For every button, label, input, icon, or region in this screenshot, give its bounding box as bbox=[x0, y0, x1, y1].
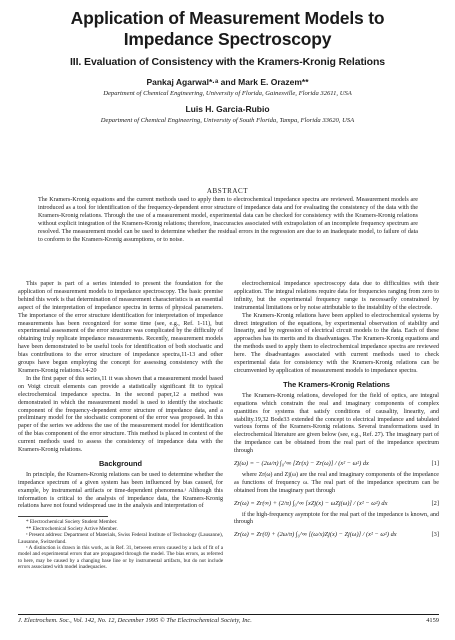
equation-1 bbox=[234, 460, 439, 468]
footnote-4: ᵃ A distinction is drawn in this work, as in Ref. 31, between errors caused by a lack of fit of a model and experimental errors that are propagated through the model. The bias errors, as referred to here, may be caused by a changing base line or by instrumental artifacts, but do not include errors associated with model inadequacies. bbox=[18, 545, 223, 571]
equation-1-body: Zj(ω) = − (2ω/π) ∫₀^∞ [Zr(x) − Zr(ω)] / (x² − ω²) dx bbox=[234, 460, 369, 468]
equation-3-body: Zr(ω) = Zr(0) + (2ω/π) ∫₀^∞ [(ω/x)Zj(x) − Zj(ω)] / (x² − ω²) dx bbox=[234, 531, 397, 539]
right-paragraph-2: The Kramers-Kronig relations have been applied to electrochemical systems by direct integration of the equations, by experimental observation of stability and linearity, and by regression of electrical circuit models to the data. Each of these approaches has its merits and its disadvantages. The Kramers-Kronig equations and the methods used to apply them to electrochemical impedance spectra are reviewed here. The disadvantages associated with current methods used to check experimental data for consistency with the Kramers-Kronig relations can be circumvented by application of measurement models to impedance spectra. bbox=[234, 312, 439, 374]
right-column bbox=[234, 281, 439, 543]
authors-secondary: Luis H. Garcia-Rubio bbox=[185, 104, 270, 114]
equation-2-body: Zr(ω) = Zr(∞) + (2/π) ∫₀^∞ [xZj(x) − ωZj(ω)] / (x² − ω²) dx bbox=[234, 499, 388, 507]
title-line-1: Application of Measurement Models to bbox=[70, 8, 385, 28]
affiliation-primary: Department of Chemical Engineering, University of Florida, Gainesville, Florida 32611, USA bbox=[103, 90, 352, 97]
equation-3 bbox=[234, 531, 439, 539]
footnotes bbox=[18, 519, 223, 570]
right-paragraph-1: electrochemical impedance spectroscopy data due to difficulties with their application. The integral relations require data for frequencies ranging from zero to infinity, but the experimental frequency range is necessarily constrained by instrumental limitations or by noise attributable to the instability of the electrode. bbox=[234, 281, 439, 311]
abstract-text: The Kramers-Kronig equations and the current methods used to apply them to electrochemical impedance spectra are reviewed. Measurement models are introduced as a tool for identification of the frequency-dependent error structure of impedance data and for evaluating the consistency of the data with the Kramers-Kronig relations. Through the use of a measurement model, experimental data can be checked for consistency with the Kramers-Kronig relations without explicit integration of the Kramers-Kronig relations; therefore, inaccuracies associated with extrapolation of an incomplete frequency spectrum are resolved. The measurement model can be used to determine whether the residual errors in the regression are due to an inadequate model, to failure of data to conform to the Kramers-Kronig assumptions, or to noise. bbox=[38, 197, 418, 243]
left-paragraph-2: In the first paper of this series,11 it was shown that a measurement model based on Voigt circuit elements can provide a statistically significant fit to typical electrochemical impedance spectra. In the second paper,12 a method was demonstrated in which the measurement model is used to identify the stochastic component of the frequency-dependent error structure of impedance data, and a preliminary model for the stochastic component of the error was proposed. In this paper of the series we address the use of the measurement model for identification of the bias component of the error structure. This method is placed in context of the current methods used to assess the consistency of impedance data with the Kramers-Kronig relations. bbox=[18, 375, 223, 454]
paper-title bbox=[0, 8, 455, 50]
section-heading-kramers-kronig: The Kramers-Kronig Relations bbox=[283, 379, 390, 389]
authors-primary: Pankaj Agarwal*·ᵃ and Mark E. Orazem** bbox=[146, 77, 309, 87]
title-block bbox=[0, 8, 455, 124]
left-column bbox=[18, 281, 223, 571]
journal-citation: J. Electrochem. Soc., Vol. 142, No. 12, December 1995 © The Electrochemical Society, Inc. bbox=[18, 617, 252, 624]
right-paragraph-3: The Kramers-Kronig relations, developed for the field of optics, are integral equations which constrain the real and imaginary components of complex quantities for systems that satisfy conditions of causality, linearity, and stability.19,32 Bode33 extended the concept to electrical impedance and tabulated various forms of the Kramers-Kronig relations. Several transformations used in electrochemical literature are given below (see, e.g., Ref. 27). The imaginary part of the impedance can be obtained from the real part of the impedance spectrum through bbox=[234, 392, 439, 455]
title-line-2: Impedance Spectroscopy bbox=[123, 29, 332, 49]
footer-rule bbox=[18, 614, 439, 615]
footnote-1: * Electrochemical Society Student Member. bbox=[26, 519, 118, 526]
footnote-2: ** Electrochemical Society Active Member. bbox=[26, 525, 118, 532]
footnote-3: ᵃ Present address: Department of Materials, Swiss Federal Institute of Technology (Lausanne), Lausanne, Switzerland. bbox=[18, 532, 223, 545]
left-paragraph-1: This paper is part of a series intended to present the foundation for the application of measurement models to impedance spectroscopy. The basic premise behind this work is that determination of measurement characteristics is an essential aspect of the interpretation of impedance spectra in terms of physical parameters. The importance of the error structure identification for interpretation of impedance measurements has been recognized for some time (see, e.g., Ref. 1-11), but experimental assessment of the error structure was complicated by the difficulty of obtaining truly replicate impedance measurements. Recently, measurement models have been demonstrated to be useful tools for identification of both stochastic and bias contributions to the error structure of impedance spectra,11-13 and other groups have begun employing the concept for assessing consistency with the Kramers-Kronig relations.14-20 bbox=[18, 281, 223, 374]
abstract-heading: ABSTRACT bbox=[206, 187, 249, 195]
right-paragraph-4: where Zr(ω) and Zj(ω) are the real and imaginary components of the impedance as functions of frequency ω. The real part of the impedance spectrum can be obtained from the imaginary part through bbox=[234, 471, 439, 494]
equation-3-number: [3] bbox=[431, 531, 439, 539]
equation-2-number: [2] bbox=[431, 499, 439, 507]
equation-1-number: [1] bbox=[431, 460, 439, 468]
equation-2 bbox=[234, 500, 439, 508]
page-number: 4159 bbox=[426, 617, 439, 624]
right-paragraph-5: if the high-frequency asymptote for the real part of the impedance is known, and through bbox=[234, 511, 439, 526]
section-heading-background: Background bbox=[98, 458, 143, 468]
paper-subtitle: III. Evaluation of Consistency with the Kramers-Kronig Relations bbox=[69, 56, 386, 68]
page-footer bbox=[18, 617, 439, 624]
left-paragraph-3: In principle, the Kramers-Kronig relations can be used to determine whether the impedance spectrum of a given system has been influenced by bias caused, for example, by instrumental artifacts or time-dependent phenomena.ᵃ Although this information is critical to the analysis of impedance data, the Kramers-Kronig relations have not found widespread use in the analysis and interpretation of bbox=[18, 471, 223, 510]
affiliation-secondary: Department of Chemical Engineering, University of South Florida, Tampa, Florida 33620, USA bbox=[100, 117, 355, 124]
